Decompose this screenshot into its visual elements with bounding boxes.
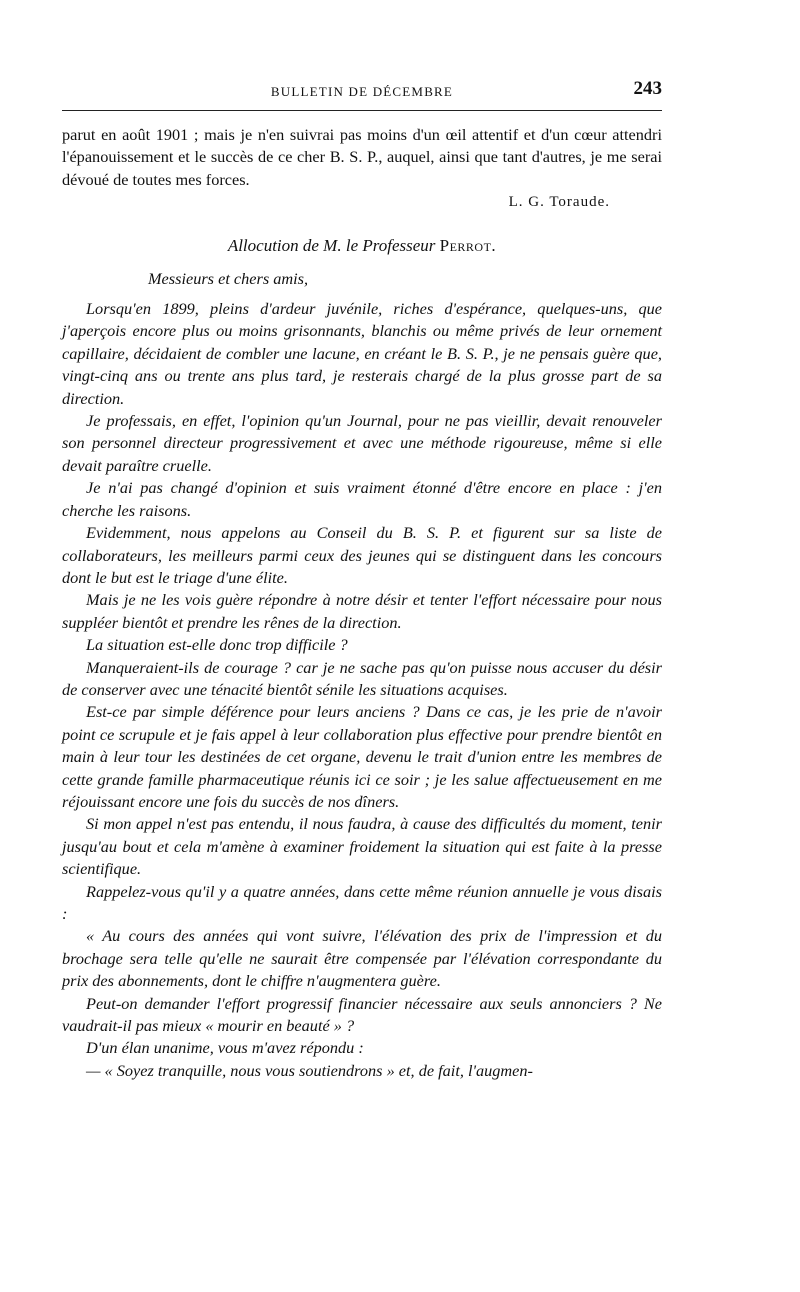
running-header xyxy=(62,78,662,104)
speech-paragraph-10: Rappelez-vous qu'il y a quatre années, dans cette même réunion annuelle je vous disais : xyxy=(62,881,662,923)
speech-paragraph-3: Je n'ai pas changé d'opinion et suis vraiment étonné d'être encore en place : j'en cherche les raisons. xyxy=(62,478,662,520)
section-title-prefix: Allocution de M. le Professeur xyxy=(227,235,436,255)
speech-paragraph-4: Evidemment, nous appelons au Conseil du B. S. P. et figurent sur sa liste de collaborateurs, les meilleurs parmi ceux des jeunes qui se distinguent dans les concours dont le but est le triage d'une élite. xyxy=(62,523,662,587)
section-title xyxy=(62,236,662,256)
speech-paragraph-6: La situation est-elle donc trop difficile ? xyxy=(86,635,348,655)
speech-paragraph-11: « Au cours des années qui vont suivre, l'élévation des prix de l'impression et du brochage sera telle qu'elle ne saurait être compensée par l'élévation correspondante du prix des abonnements, dont le chiffre n'augmentera guère. xyxy=(62,926,662,991)
section-title-name: Perrot. xyxy=(439,235,497,255)
salutation: Messieurs et chers amis, xyxy=(148,268,309,288)
speech-paragraph-12: Peut-on demander l'effort progressif financier nécessaire aux seuls annonciers ? Ne vaudrait-il pas mieux « mourir en beauté » ? xyxy=(62,993,662,1036)
speech-paragraph-2: Je professais, en effet, l'opinion qu'un Journal, pour ne pas vieillir, devait renouveler son personnel directeur progressivement et avec une méthode rigoureuse, même si elle devait paraître cruelle. xyxy=(62,411,662,475)
speech-paragraph-13: D'un élan unanime, vous m'avez répondu : xyxy=(86,1038,364,1058)
speech-paragraph-8: Est-ce par simple déférence pour leurs anciens ? Dans ce cas, je les prie de n'avoir point ce scrupule et je fais appel à leur collaboration plus effective pour prendre bientôt en main à leur tour les destinées de cet organe, devenu le trait d'union entre les membres de cette grande famille pharmaceutique réunis ici ce soir ; je les salue affectueusement en me réjouissant encore une fois du succès de nos dîners. xyxy=(62,702,662,811)
page-body xyxy=(62,124,662,1082)
running-title: BULLETIN DE DÉCEMBRE xyxy=(270,84,454,99)
speech-paragraph-1: Lorsqu'en 1899, pleins d'ardeur juvénile, riches d'espérance, quelques-uns, que j'aperçois encore plus ou moins grisonnants, blanchis ou même privés de leur ornement capillaire, décidaient de combler une lacune, en créant le B. S. P., je ne pensais guère que, vingt-cinq ans ou trente ans plus tard, je resterais chargé de la plus grosse part de sa direction. xyxy=(62,299,662,408)
speech-paragraph-5: Mais je ne les vois guère répondre à notre désir et tenter l'effort nécessaire pour nous suppléer bientôt et prendre les rênes de la direction. xyxy=(62,590,662,632)
speech-paragraph-7: Manqueraient-ils de courage ? car je ne sache pas qu'on puisse nous accuser du désir de conserver avec une ténacité bientôt sénile les situations acquises. xyxy=(62,657,662,699)
speech-paragraph-14: — « Soyez tranquille, nous vous soutiendrons » et, de fait, l'augmen- xyxy=(86,1060,533,1080)
page-number: 243 xyxy=(633,78,662,99)
intro-paragraph: parut en août 1901 ; mais je n'en suivrai pas moins d'un œil attentif et d'un cœur attendri l'épanouissement et le succès de ce cher B. S. P., auquel, ainsi que tant d'autres, je me serai dévoué de toutes mes forces. xyxy=(62,125,662,189)
speech-paragraph-9: Si mon appel n'est pas entendu, il nous faudra, à cause des difficultés du moment, tenir jusqu'au bout et cela m'amène à examiner froidement la situation qui est faite à la presse scientifique. xyxy=(62,814,662,879)
signature: L. G. Toraude. xyxy=(508,194,610,211)
header-rule xyxy=(62,110,662,111)
